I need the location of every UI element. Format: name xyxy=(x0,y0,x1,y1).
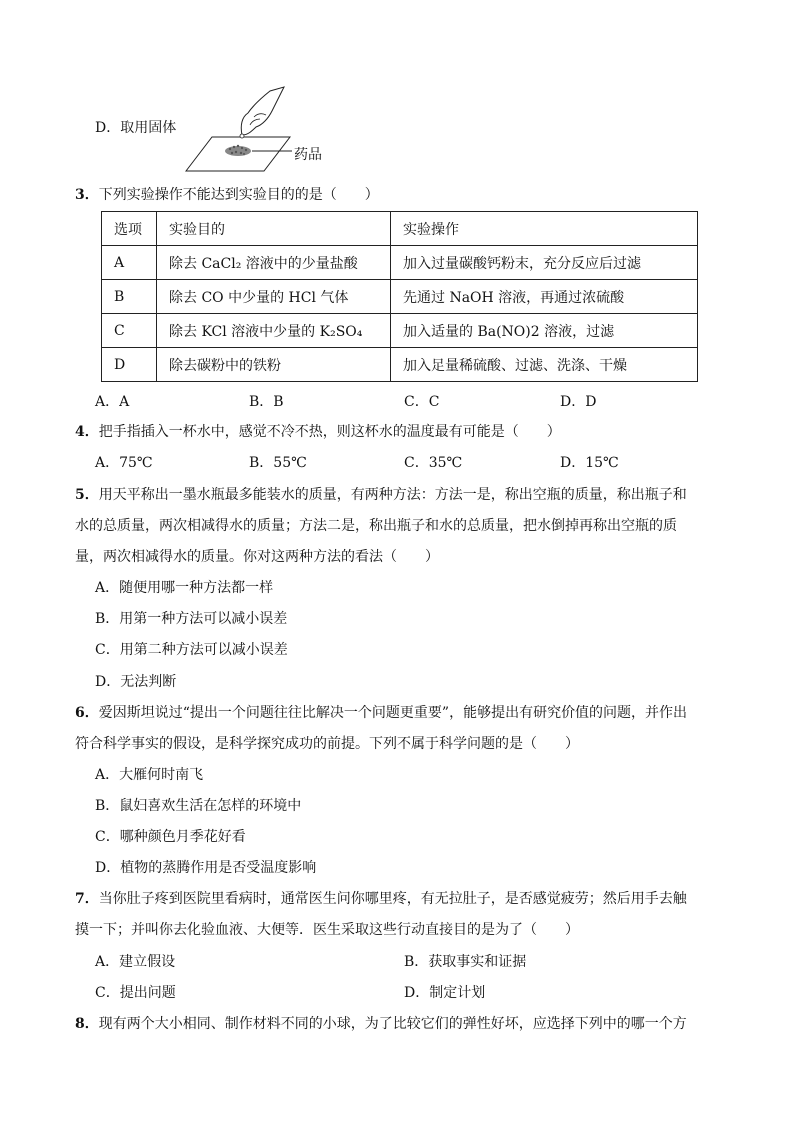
q6-option-d: D．植物的蒸腾作用是否受温度影响 xyxy=(95,860,317,876)
q2-option-d: D．取用固体 xyxy=(95,120,177,136)
table-cell: A xyxy=(102,246,157,280)
q5-option-a: A．随便用哪一种方法都一样 xyxy=(95,580,274,596)
q4-option-a: A．75℃ xyxy=(95,455,153,471)
q3-option-b: B．B xyxy=(249,394,284,410)
drug-callout-label: 药品 xyxy=(294,147,322,163)
table-cell: C xyxy=(102,314,157,348)
q4-stem: 4．把手指插入一杯水中，感觉不冷不热，则这杯水的温度最有可能是（ ） xyxy=(75,424,561,440)
table-row xyxy=(102,348,698,382)
q5-option-d: D．无法判断 xyxy=(95,674,177,690)
table-cell: B xyxy=(102,280,157,314)
table-cell: 除去 CO 中少量的 HCl 气体 xyxy=(157,280,391,314)
q7-stem-line-2: 摸一下；并叫你去化验血液、大便等．医生采取这些行动直接目的是为了（ ） xyxy=(75,922,579,938)
table-header-cell: 实验目的 xyxy=(157,212,391,246)
q6-option-a: A．大雁何时南飞 xyxy=(95,767,204,783)
q5-option-b: B．用第一种方法可以减小误差 xyxy=(95,611,288,627)
q4-option-d: D．15℃ xyxy=(560,455,619,471)
q7-option-a: A．建立假设 xyxy=(95,954,176,970)
q3-option-d: D．D xyxy=(560,394,597,410)
drug-pile xyxy=(225,145,251,156)
table-cell: 加入过量碳酸钙粉末，充分反应后过滤 xyxy=(391,246,698,280)
table-cell: 先通过 NaOH 溶液，再通过浓硫酸 xyxy=(391,280,698,314)
q3-table xyxy=(101,211,698,382)
q7-option-d: D．制定计划 xyxy=(404,985,486,1001)
table-header-cell: 选项 xyxy=(102,212,157,246)
q6-stem-line-1: 6．爱因斯坦说过“提出一个问题往往比解决一个问题更重要”，能够提出有研究价值的问题，并作出 xyxy=(75,705,688,721)
table-cell: 除去碳粉中的铁粉 xyxy=(157,348,391,382)
q6-option-c: C．哪种颜色月季花好看 xyxy=(95,829,246,845)
q5-stem-line-3: 量，两次相减得水的质量。你对这两种方法的看法（ ） xyxy=(75,549,439,565)
table-cell: D xyxy=(102,348,157,382)
hand xyxy=(241,87,284,135)
q6-option-b: B．鼠妇喜欢生活在怎样的环境中 xyxy=(95,798,302,814)
q4-option-b: B．55℃ xyxy=(249,455,307,471)
q7-option-b: B．获取事实和证据 xyxy=(404,954,527,970)
q7-stem-line-1: 7．当你肚子疼到医院里看病时，通常医生问你哪里疼，有无拉肚子，是否感觉疲劳；然后用手去触 xyxy=(75,891,687,907)
q5-option-c: C．用第二种方法可以减小误差 xyxy=(95,642,288,658)
table-cell: 加入适量的 Ba(NO)2 溶液，过滤 xyxy=(391,314,698,348)
q3-stem: 3．下列实验操作不能达到实验目的的是（ ） xyxy=(75,187,379,203)
table-row xyxy=(102,246,698,280)
table-cell: 除去 KCl 溶液中少量的 K₂SO₄ xyxy=(157,314,391,348)
q5-stem-line-2: 水的总质量，两次相减得水的质量；方法二是，称出瓶子和水的总质量，把水倒掉再称出空瓶的质 xyxy=(75,518,677,534)
q5-stem-line-1: 5．用天平称出一墨水瓶最多能装水的质量，有两种方法：方法一是，称出空瓶的质量，称出瓶子和 xyxy=(75,487,687,503)
q3-option-c: C．C xyxy=(404,394,440,410)
q4-option-c: C．35℃ xyxy=(404,455,463,471)
table-row xyxy=(102,280,698,314)
table-header-row xyxy=(102,212,698,246)
table-header-cell: 实验操作 xyxy=(391,212,698,246)
table-cell: 加入足量稀硫酸、过滤、洗涤、干燥 xyxy=(391,348,698,382)
table-cell: 除去 CaCl₂ 溶液中的少量盐酸 xyxy=(157,246,391,280)
q7-option-c: C．提出问题 xyxy=(95,985,176,1001)
q6-stem-line-2: 符合科学事实的假设，是科学探究成功的前提。下列不属于科学问题的是（ ） xyxy=(75,736,579,752)
q3-option-a: A．A xyxy=(95,394,130,410)
q8-stem-line-1: 8．现有两个大小相同、制作材料不同的小球，为了比较它们的弹性好坏，应选择下列中的哪一个方 xyxy=(75,1016,687,1032)
table-row xyxy=(102,314,698,348)
